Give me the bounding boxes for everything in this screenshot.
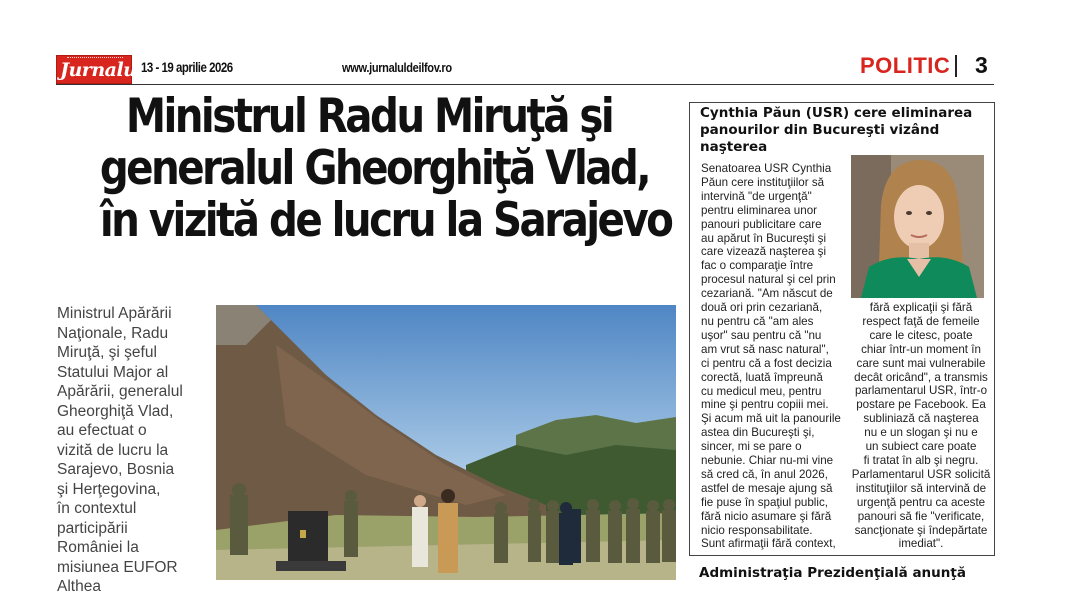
body-line: şi Herţegovina, <box>57 480 161 498</box>
logo-text: Jurnalul <box>60 59 144 81</box>
text-line: cu medicul meu, pentru <box>701 384 822 398</box>
text-line: nicio responsabilitate. <box>701 523 813 537</box>
newspaper-logo <box>56 55 144 84</box>
text-line: să cred că, în anul 2026, <box>701 467 828 481</box>
text-line: mine şi pentru copiii mei. <box>701 398 829 412</box>
text-line: două ori prin cezariană, <box>701 301 823 315</box>
text-line: fără nicio asumare şi fără <box>701 509 832 523</box>
body-line: Statului Major al <box>57 363 169 381</box>
body-line: Naţionale, Radu <box>57 324 169 342</box>
text-line: panouri publicitare care <box>701 217 822 231</box>
text-line: Şi acum mă uit la panourile <box>701 412 841 426</box>
sidebar-article-title: Cynthia Păun (USR) cere eliminarea panourilor din Bucureşti vizând naşterea <box>700 105 973 155</box>
text-line: nu e un slogan şi nu e <box>864 426 978 440</box>
body-line: Apărării, generalul <box>57 383 183 400</box>
text-line: sincer, mi se pare o <box>701 440 802 454</box>
text-line: Parlamentarul USR solicită <box>851 467 991 481</box>
body-line: Sarajevo, Bosnia <box>57 461 175 478</box>
text-line: care le citesc, poate <box>869 328 973 342</box>
text-line: fac o comparaţie între <box>701 259 814 273</box>
text-line: respect faţă de femeile <box>862 314 980 328</box>
photo-ceremony-memorial-icon <box>216 305 676 580</box>
text-line: subliniază că naşterea <box>863 412 979 426</box>
body-line: vizită de lucru la <box>57 441 169 459</box>
text-line: Senatoarea USR Cynthia <box>701 162 832 175</box>
body-line: Miruţă, şi şeful <box>57 344 157 361</box>
text-line: imediat". <box>898 537 944 551</box>
text-line: au apărut în Bucureşti şi <box>701 231 827 245</box>
text-line: instituţiilor să intervină de <box>855 481 987 495</box>
text-line: intervină "de urgenţă" <box>701 189 812 203</box>
text-line: Păun cere instituţiilor să <box>701 175 825 189</box>
text-line: ci pentru că a fost decizia <box>701 356 832 370</box>
text-line: pentru eliminarea unor <box>701 203 818 217</box>
body-line: au efectuat o <box>57 422 147 439</box>
next-article-title: Administraţia Prezidenţială anunţă <box>699 565 966 581</box>
text-line: nebunie. Chiar nu-mi vine <box>701 454 834 468</box>
text-line: astea din Bucureşti şi, <box>701 426 815 440</box>
text-line: care vizează naşterea şi <box>701 245 827 259</box>
headline-line: generalul Gheorghiţă Vlad, <box>99 141 650 196</box>
text-line: un subiect care poate <box>865 440 977 454</box>
sidebar-photo <box>851 155 984 298</box>
body-line: Ministrul Apărării <box>57 305 172 322</box>
text-line: fie puse în spaţiul public, <box>701 495 828 509</box>
page-number: 3 <box>975 52 988 78</box>
headline-line: în vizită de lucru la Sarajevo <box>99 193 672 248</box>
text-line: uşor" sau pentru că "nu <box>701 328 822 342</box>
text-line: decât oricând", a transmis <box>854 370 988 384</box>
body-line: participării <box>57 519 128 537</box>
text-line: procesul natural şi cel prin <box>701 273 836 287</box>
section-separator <box>955 55 957 77</box>
sidebar-column-2 <box>851 301 991 551</box>
text-line: corectă, luată împreună <box>701 370 823 384</box>
text-line: urgenţă pentru ca aceste <box>856 495 986 509</box>
text-line: panouri să fie "verificate, <box>857 509 985 523</box>
text-line: care sunt mai vulnerabile <box>856 356 986 370</box>
header-rule <box>56 84 994 85</box>
text-line: astfel de mesaje ajung să <box>701 481 833 495</box>
text-line: chiar într-un moment în <box>861 342 981 356</box>
text-line: fi tratat în alb şi negru. <box>863 453 979 467</box>
section-name: POLITIC <box>860 53 951 78</box>
website-url: www.jurnaluldeilfov.ro <box>342 60 452 75</box>
text-line: fără explicaţii şi fără <box>869 301 973 314</box>
text-line: Sunt afirmaţii fără context, <box>701 537 836 551</box>
lead-article-body <box>57 304 209 597</box>
photo-portrait-woman-icon <box>851 155 984 298</box>
body-line: Gheorghiţă Vlad, <box>57 402 174 420</box>
text-line: parlamentarul USR, într-o <box>854 384 988 398</box>
text-line: sancţionate şi îndepărtate <box>854 523 988 537</box>
lead-headline <box>56 91 682 247</box>
text-line: am vrut să nasc natural", <box>701 342 829 356</box>
text-line: cezariană. "Am născut de <box>701 287 833 301</box>
text-line: postare pe Facebook. Ea <box>856 398 986 412</box>
sidebar-column-1 <box>701 162 847 551</box>
body-line: în contextul <box>57 500 137 517</box>
issue-date: 13 - 19 aprilie 2026 <box>141 59 233 75</box>
body-line: misiunea EUFOR <box>57 558 178 576</box>
lead-photo <box>216 305 676 580</box>
body-line: Althea <box>57 578 101 595</box>
body-line: României la <box>57 539 139 556</box>
headline-line: Ministrul Radu Miruţă şi <box>125 89 613 144</box>
text-line: nu pentru că "am ales <box>701 314 814 328</box>
